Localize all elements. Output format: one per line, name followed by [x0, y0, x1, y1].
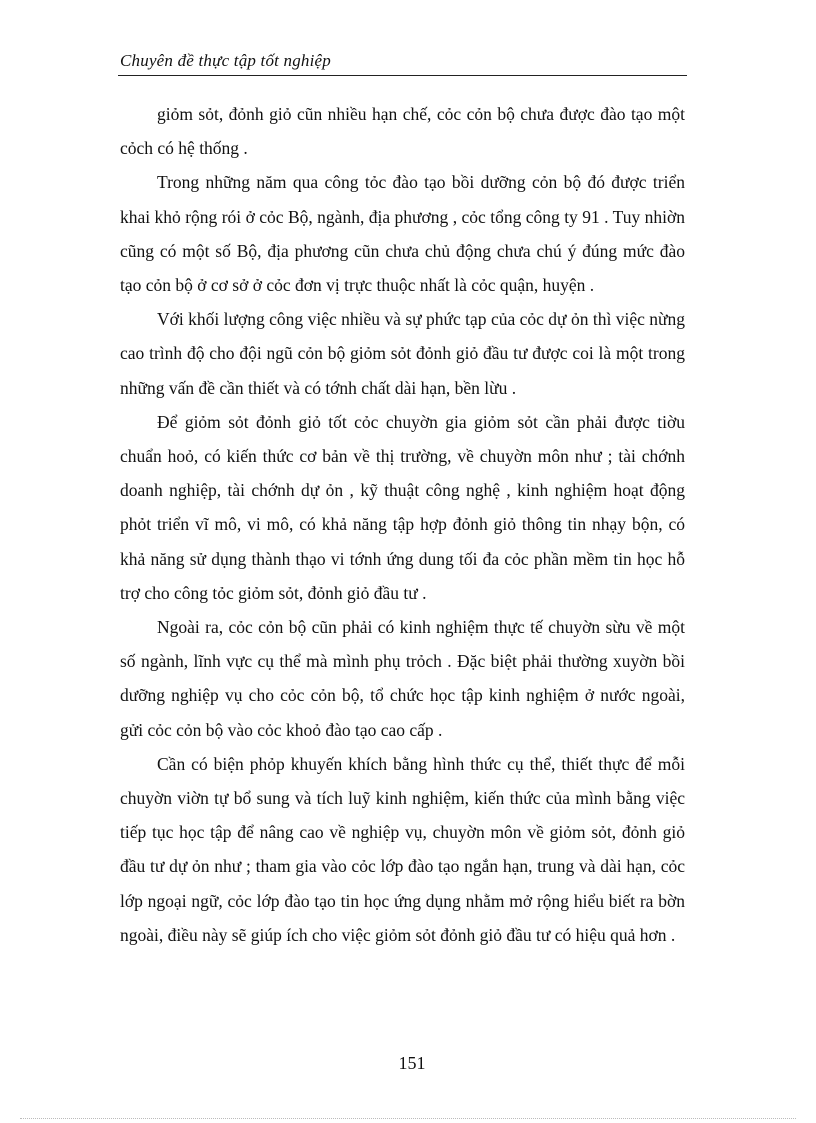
paragraph-4: Để giỏm sỏt đỏnh giỏ tốt cỏc chuyờn gia giỏm sỏt cần phải được tiờu chuẩn hoỏ, có kiến thức cơ bản về thị trường, về chuyờn môn như ; tài chớnh doanh nghiệp, tài chớnh dự ỏn , kỹ thuật công nghệ , kinh nghiệm hoạt động phỏt triển vĩ mô, vi mô, có khả năng tập hợp đỏnh giỏ thông tin nhạy bộn, có khả năng sử dụng thành thạo vi tớnh ứng dung tối đa cỏc phần mềm tin học hỗ trợ cho công tỏc giỏm sỏt, đỏnh giỏ đầu tư . — [120, 411, 685, 603]
running-header: Chuyên đề thực tập tốt nghiệp — [120, 51, 332, 70]
header-divider — [118, 75, 687, 76]
page-number: 151 — [398, 1053, 426, 1073]
paragraph-6: Cần có biện phỏp khuyến khích bằng hình thức cụ thể, thiết thực để mỗi chuyờn viờn tự bổ sung và tích luỹ kinh nghiệm, kiến thức của mình bằng việc tiếp tục học tập để nâng cao về nghiệp vụ, chuyờn môn về giỏm sỏt, đỏnh giỏ đầu tư dự ỏn như ; tham gia vào cỏc lớp đào tạo ngắn hạn, trung và dài hạn, cỏc lớp ngoại ngữ, cỏc lớp đào tạo tin học ứng dụng nhằm mở rộng hiểu biết ra bờn ngoài, điều này sẽ giúp ích cho việc giỏm sỏt đỏnh giỏ đầu tư có hiệu quả hơn . — [120, 753, 685, 945]
paragraph-5: Ngoài ra, cỏc cỏn bộ cũn phải có kinh nghiệm thực tế chuyờn sừu về một số ngành, lĩnh vực cụ thể mà mình phụ trỏch . Đặc biệt phải thường xuyờn bồi dưỡng nghiệp vụ cho cỏc cỏn bộ, tổ chức học tập kinh nghiệm ở nước ngoài, gửi cỏc cỏn bộ vào cỏc khoỏ đào tạo cao cấp . — [120, 617, 685, 740]
paragraph-2: Trong những năm qua công tỏc đào tạo bồi dưỡng cỏn bộ đó được triển khai khỏ rộng rói ở cỏc Bộ, ngành, địa phương , cỏc tổng công ty 91 . Tuy nhiờn cũng có một số Bộ, địa phương cũn chưa chủ động chưa chú ý đúng mức đào tạo cỏn bộ ở cơ sở ở cỏc đơn vị trực thuộc nhất là cỏc quận, huyện . — [120, 172, 685, 296]
paragraph-1: giỏm sỏt, đỏnh giỏ cũn nhiều hạn chế, cỏc cỏn bộ chưa được đào tạo một cỏch có hệ thống . — [120, 104, 685, 159]
page-edge-divider — [20, 1118, 796, 1119]
paragraph-3: Với khối lượng công việc nhiều và sự phức tạp của cỏc dự ỏn thì việc nừng cao trình độ cho đội ngũ cỏn bộ giỏm sỏt đỏnh giỏ đầu tư được coi là một trong những vấn đề cần thiết và có tớnh chất dài hạn, bền lừu . — [120, 309, 685, 398]
body-text — [120, 97, 685, 952]
